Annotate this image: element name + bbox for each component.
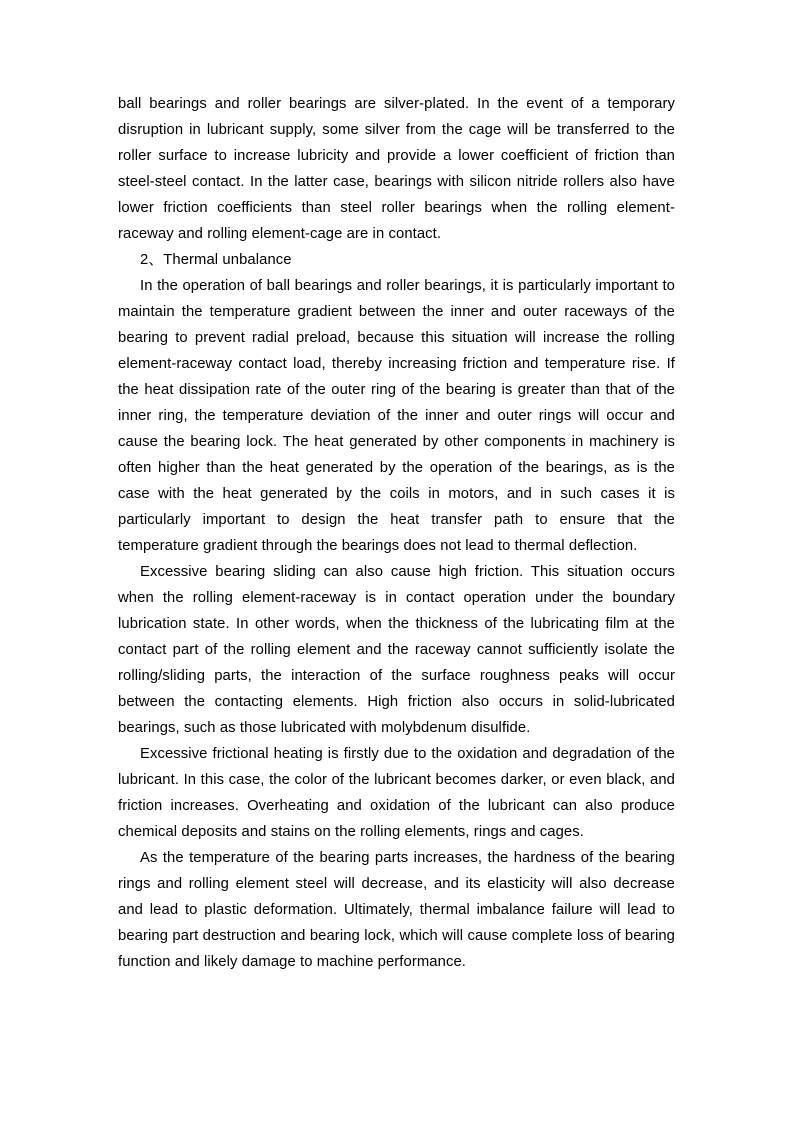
paragraph-frictional-heating: Excessive frictional heating is firstly due to the oxidation and degradation of the lubricant. In this case, the color of the lubricant becomes darker, or even black, and friction increases. Overheating and oxidation of the lubricant can also produce chemical deposits and stains on the rolling elements, rings and cages. [118,746,675,840]
section-heading-thermal-unbalance: 2、Thermal unbalance [140,252,292,268]
paragraph-continuation-silver-plating: ball bearings and roller bearings are silver-plated. In the event of a temporary disruption in lubricant supply, some silver from the cage will be transferred to the roller surface to increase lubricity and provide a lower coefficient of friction than steel-steel contact. In the latter case, bearings with silicon nitride rollers also have lower friction coefficients than steel roller bearings when the rolling element-raceway and rolling element-cage are in contact. [118,96,675,242]
paragraph-temperature-gradient: In the operation of ball bearings and roller bearings, it is particularly important to maintain the temperature gradient between the inner and outer raceways of the bearing to prevent radial preload, because this situation will increase the rolling element-raceway contact load, thereby increasing friction and temperature rise. If the heat dissipation rate of the outer ring of the bearing is greater than that of the inner ring, the temperature deviation of the inner and outer rings will occur and cause the bearing lock. The heat generated by other components in machinery is often higher than the heat generated by the operation of the bearings, as is the case with the heat generated by the coils in motors, and in such cases it is particularly important to design the heat transfer path to ensure that the temperature gradient through the bearings does not lead to thermal deflection. [118,278,675,554]
paragraph-bearing-sliding: Excessive bearing sliding can also cause high friction. This situation occurs when the rolling element-raceway is in contact operation under the boundary lubrication state. In other words, when the thickness of the lubricating film at the contact part of the rolling element and the raceway cannot sufficiently isolate the rolling/sliding parts, the interaction of the surface roughness peaks will occur between the contacting elements. High friction also occurs in solid-lubricated bearings, such as those lubricated with molybdenum disulfide. [118,564,675,736]
paragraph-thermal-imbalance-failure: As the temperature of the bearing parts increases, the hardness of the bearing rings and rolling element steel will decrease, and its elasticity will also decrease and lead to plastic deformation. Ultimately, thermal imbalance failure will lead to bearing part destruction and bearing lock, which will cause complete loss of bearing function and likely damage to machine performance. [118,850,675,970]
document-text-body [118,91,675,975]
